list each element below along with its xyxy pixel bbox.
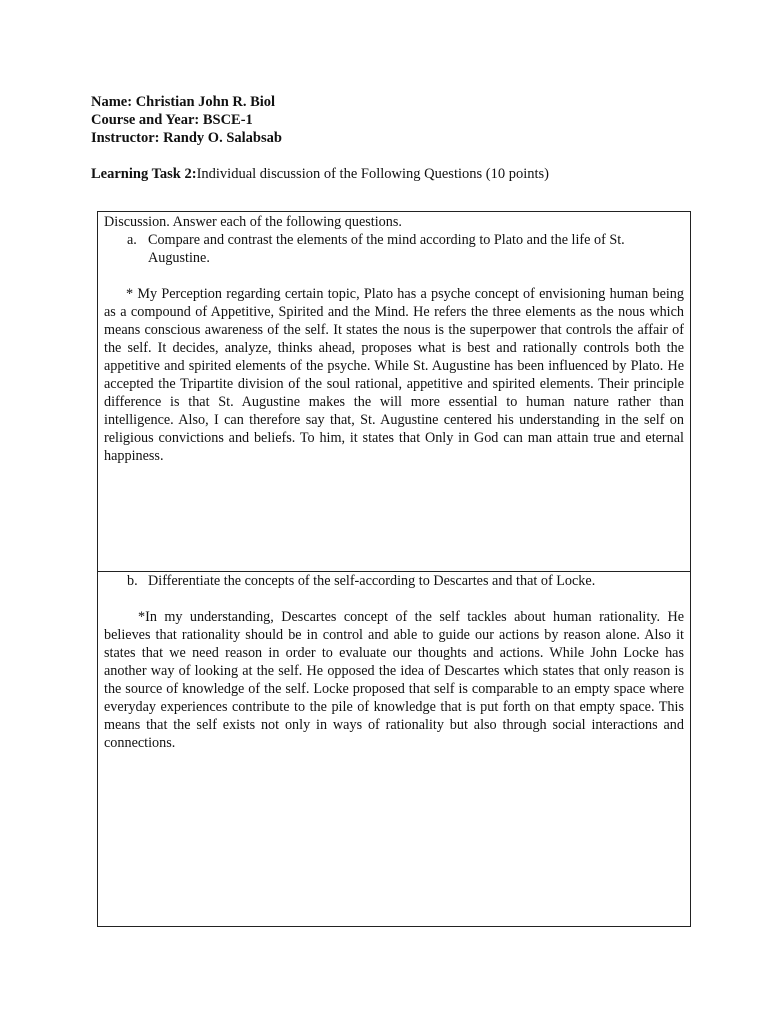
- question-a-text: Compare and contrast the elements of the mind according to Plato and the life of St. Augustine.: [148, 232, 625, 266]
- instructor-name: Instructor: Randy O. Salabsab: [91, 130, 282, 146]
- student-info: [91, 93, 282, 147]
- question-b-text: Differentiate the concepts of the self-according to Descartes and that of Locke.: [148, 573, 596, 589]
- question-a-marker: a.: [127, 232, 137, 248]
- student-name: Name: Christian John R. Biol: [91, 94, 276, 110]
- question-b: [127, 572, 678, 590]
- question-a: [127, 231, 658, 267]
- learning-task: [91, 165, 549, 183]
- question-b-cell: [98, 572, 690, 926]
- discussion-heading: Discussion. Answer each of the following questions.: [104, 214, 402, 230]
- discussion-table: [97, 211, 691, 927]
- question-b-marker: b.: [127, 573, 138, 589]
- learning-task-label: Learning Task 2:: [91, 166, 197, 182]
- answer-b: *In my understanding, Descartes concept of the self tackles about human rationality. He believes that rationality should be in control and able to guide our actions by reason alone. Also it states that we need reason in order to evaluate our thoughts and actions. While John Locke has another way of looking at the self. He opposed the idea of Descartes which states that only reason is the source of knowledge of the self. Locke proposed that self is comparable to an empty space where everyday experiences contribute to the pile of knowledge that is put forth on that empty space. This means that the self exists not only in ways of rationality but also through social interactions and connections.: [104, 609, 684, 751]
- answer-a: * My Perception regarding certain topic, Plato has a psyche concept of envisioning human being as a compound of Appetitive, Spirited and the Mind. He refers the three elements as the nous which means conscious awareness of the self. It states the nous is the superpower that controls the affair of the self. It decides, analyze, thinks ahead, proposes what is best and rationally controls both the appetitive and spirited elements of the psyche. While St. Augustine has been influenced by Plato. He accepted the Tripartite division of the soul rational, appetitive and spirited elements. Their principle difference is that St. Augustine makes the will more essential to human nature rather than intelligence. Also, I can therefore say that, St. Augustine centered his understanding in the self on religious convictions and beliefs. To him, it states that Only in God can man attain true and eternal happiness.: [104, 286, 684, 464]
- course-and-year: Course and Year: BSCE-1: [91, 112, 253, 128]
- question-a-cell: [98, 212, 690, 572]
- learning-task-description: Individual discussion of the Following Questions (10 points): [196, 166, 549, 182]
